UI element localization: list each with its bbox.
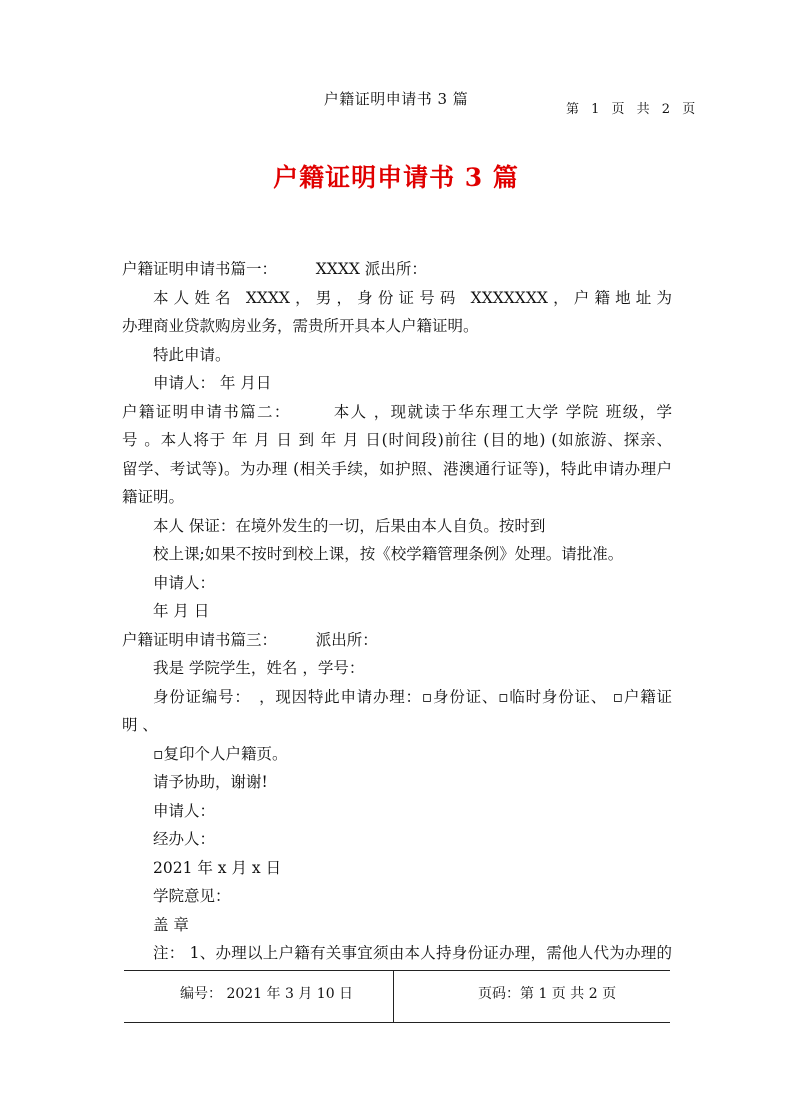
footer-divider: [393, 970, 394, 1022]
paragraph-line: 本人姓名 XXXX，男，身份证号码 XXXXXXX，户籍地址为: [153, 288, 672, 307]
paragraph-line: 我是 学院学生，姓名 ，学号：: [153, 659, 365, 677]
document-body: [122, 255, 672, 968]
note-line: 注： 1、办理以上户籍有关事宜须由本人持身份证办理，需他人代为办理的: [153, 944, 672, 962]
paragraph-line: 本人 保证：在境外发生的一切，后果由本人自负。按时到: [153, 516, 546, 535]
college-opinion-line: 学院意见：: [153, 887, 231, 905]
seal-line: 盖 章: [153, 915, 189, 934]
paragraph-line: ▫复印个人户籍页。: [153, 744, 288, 763]
signature-line: 申请人：: [153, 573, 216, 592]
section-3-heading: 户籍证明申请书篇三： 派出所：: [122, 630, 378, 649]
handler-line: 经办人：: [153, 830, 216, 848]
paragraph-line: 明 、: [122, 716, 158, 734]
footer-bottom-rule: [124, 1022, 670, 1023]
paragraph-line: 请予协助，谢谢!: [153, 773, 268, 791]
paragraph-line: 留学、考试等)。为办理 (相关手续，如护照、港澳通行证等)，特此申请办理户: [122, 459, 672, 478]
footer-page-number: 页码：第 1 页 共 2 页: [478, 986, 617, 1002]
date-line: 2021 年 x 月 x 日: [153, 858, 282, 877]
document-title: 户籍证明申请书 3 篇: [273, 163, 519, 192]
footer-code: 编号： 2021 年 3 月 10 日: [180, 986, 354, 1002]
paragraph-line: 特此申请。: [153, 345, 231, 364]
section-2-heading: 户籍证明申请书篇二： 本人 ，现就读于华东理工大学 学院 班级，学: [122, 402, 672, 421]
running-header-page-indicator: 第 1 页 共 2 页: [566, 102, 700, 117]
paragraph-line: 籍证明。: [122, 488, 185, 506]
paragraph-line: 身份证编号： ，现因特此申请办理：▫身份证、▫临时身份证、 ▫户籍证: [153, 687, 672, 706]
paragraph-line: 校上课;如果不按时到校上课，按《校学籍管理条例》处理。请批准。: [153, 545, 624, 563]
running-header-title: 户籍证明申请书 3 篇: [323, 90, 469, 108]
paragraph-line: 号 。本人将于 年 月 日 到 年 月 日(时间段)前往 (目的地) (如旅游、探亲、: [122, 431, 672, 449]
paragraph-line: 办理商业贷款购房业务，需贵所开具本人户籍证明。: [122, 317, 479, 335]
date-line: 年 月 日: [153, 602, 210, 620]
section-1-heading: 户籍证明申请书篇一： XXXX 派出所：: [122, 260, 427, 278]
footer-top-rule: [124, 970, 670, 971]
signature-line: 申请人： 年 月日: [153, 374, 272, 392]
signature-line: 申请人：: [153, 801, 216, 820]
